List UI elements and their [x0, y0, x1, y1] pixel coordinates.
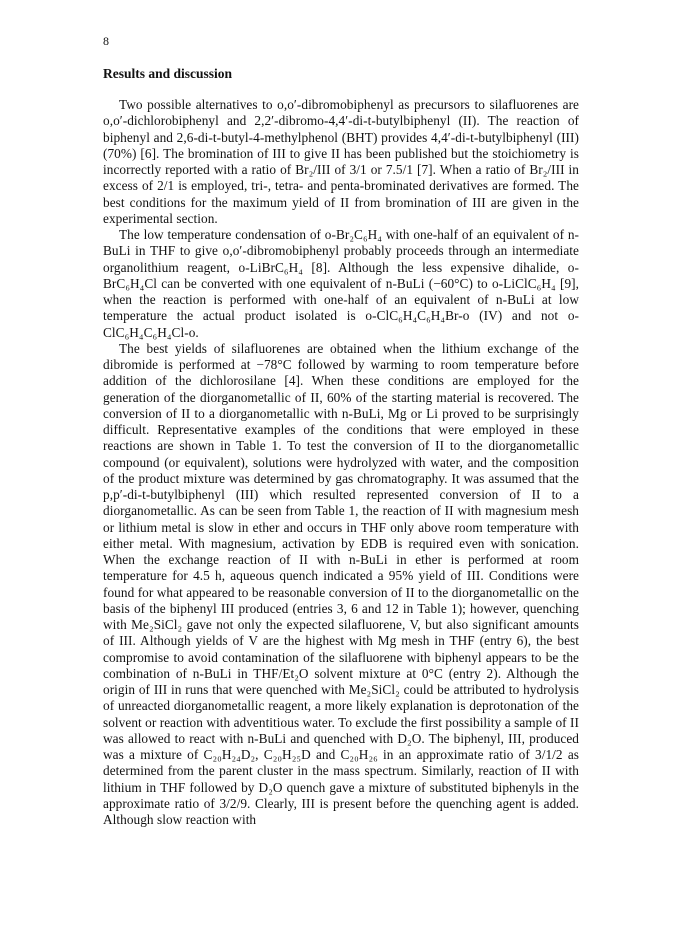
body-text	[103, 97, 579, 828]
paragraph-condensation: The low temperature condensation of o-Br₂C₆H₄ with one-half of an equivalent of n-BuLi in THF to give o,o′-dibromobiphenyl probably proceeds through an intermediate organolithium reagent, o-LiBrC₆H₄ [8]. Although the less expensive dihalide, o-BrC₆H₄Cl can be converted with one equivalent of n-BuLi (−60°C) to o-LiClC₆H₄ [9], when the reaction is performed with one-half of an equivalent of n-BuLi at low temperature the actual product isolated is o-ClC₆H₄C₆H₄Br-o (IV) and not o-ClC₆H₄C₆H₄Cl-o.	[103, 227, 579, 340]
paragraph-yields: The best yields of silafluorenes are obtained when the lithium exchange of the dibromide is performed at −78°C followed by warming to room temperature before addition of the dichlorosilane [4]. When these conditions are employed for the generation of the diorganometallic of II, 60% of the starting material is recovered. The conversion of II to a diorganometallic with n-BuLi, Mg or Li proved to be surprisingly difficult. Representative examples of the conditions that were employed in these reactions are shown in Table 1. To test the conversion of II to the diorganometallic compound (or equivalent), solutions were hydrolyzed with water, and the composition of the product mixture was determined by gas chromatography. It was assumed that the p,p′-di-t-butylbiphenyl (III) which resulted represented conversion of II to a diorganometallic. As can be seen from Table 1, the reaction of II with magnesium mesh or lithium metal is slow in ether and occurs in THF only above room temperature with either metal. With magnesium, activation by EDB is required even with sonication. When the exchange reaction of II with n-BuLi in ether is performed at room temperature for 4.5 h, aqueous quench indicated a 95% yield of III. Conditions were found for what appeared to be reasonable conversion of II to the diorganometallic on the basis of the biphenyl III produced (entries 3, 6 and 12 in Table 1); however, quenching with Me₂SiCl₂ gave not only the expected silafluorene, V, but also significant amounts of III. Although yields of V are the highest with Mg mesh in THF (entry 6), the best compromise to avoid contamination of the silafluorene with biphenyl appears to be the combination of n-BuLi in THF/Et₂O solvent mixture at 0°C (entry 2). Although the origin of III in runs that were quenched with Me₂SiCl₂ could be attributed to hydrolysis of unreacted diorganometallic reagent, a more likely explanation is deprotonation of the solvent or reaction with adventitious water. To exclude the first possibility a sample of II was allowed to react with n-BuLi and quenched with D₂O. The biphenyl, III, produced was a mixture of C₂₀H₂₄D₂, C₂₀H₂₅D and C₂₀H₂₆ in an approximate ratio of 3/1/2 as determined from the parent cluster in the mass spectrum. Similarly, reaction of II with lithium in THF followed by D₂O quench gave a mixture of substituted biphenyls in the approximate ratio of 3/2/9. Clearly, III is present before the quenching agent is added. Although slow reaction with	[103, 340, 579, 827]
page-number: 8	[103, 34, 109, 48]
paragraph-alternatives: Two possible alternatives to o,o′-dibromobiphenyl as precursors to silafluorenes are o,o′-dichlorobiphenyl and 2,2′-dibromo-4,4′-di-t-butylbiphenyl (II). The reaction of biphenyl and 2,6-di-t-butyl-4-methylphenol (BHT) provides 4,4′-di-t-butylbiphenyl (III) (70%) [6]. The bromination of III to give II has been published but the stoichiometry is incorrectly reported with a ratio of Br₂/III of 3/1 or 7.5/1 [7]. When a ratio of Br₂/III in excess of 2/1 is employed, tri-, tetra- and penta-brominated derivatives are formed. The best conditions for the maximum yield of II from bromination of III are given in the experimental section.	[103, 97, 579, 226]
section-heading: Results and discussion	[103, 66, 233, 81]
